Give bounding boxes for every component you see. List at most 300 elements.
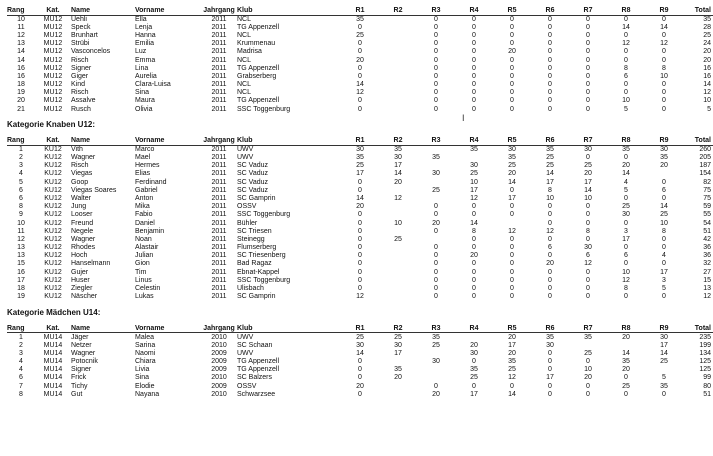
cell-r3: 0 [434,268,438,276]
cell-year: 2011 [211,178,227,186]
cell-r6: 0 [548,366,552,374]
column-header-r1: R1 [341,6,379,15]
cell-year: 2011 [211,48,227,56]
cell-total: 12 [703,89,711,97]
table-row [7,333,713,341]
cell-r1: 14 [356,81,364,89]
cell-r3: 0 [434,293,438,301]
cell-r3: 0 [434,48,438,56]
cell-rank: 11 [17,23,25,31]
cell-r4: 35 [470,366,478,374]
cell-r8: 20 [622,366,630,374]
cell-r1: 20 [356,56,364,64]
cell-r1: 35 [356,15,364,23]
column-header-r1: R1 [341,324,379,333]
cell-name: Viegas [71,170,93,178]
cell-club: OSSV [237,382,257,390]
cell-category: MU12 [43,81,63,89]
cell-r6: 0 [548,390,552,398]
cell-r1: 0 [358,64,362,72]
results-table-ku12 [7,136,713,301]
cell-rank: 1 [19,146,23,154]
cell-r2: 12 [394,194,402,202]
cell-rank: 5 [19,178,23,186]
cell-r8: 14 [622,23,630,31]
table-row [7,219,713,227]
cell-r3: 0 [434,97,438,105]
cell-club: TG Appenzell [237,97,280,105]
cell-rank: 14 [17,48,25,56]
table-row [7,31,713,39]
cell-rank: 6 [19,186,23,194]
cell-r8: 6 [624,252,628,260]
cell-r1: 0 [358,211,362,219]
cell-firstname: Maura [135,97,155,105]
cell-club: Madrisa [237,48,262,56]
cell-r9: 25 [660,211,668,219]
cell-r9: 0 [662,105,666,113]
cell-year: 2011 [211,260,227,268]
cell-r3: 0 [434,89,438,97]
cell-total: 27 [703,268,711,276]
cell-r3: 0 [434,285,438,293]
cell-r4 [455,333,493,341]
cell-category: KU12 [44,227,62,235]
cell-firstname: Ferdinand [135,178,167,186]
cell-r9: 0 [662,244,666,252]
cell-name: Strübi [71,40,90,48]
table-row [7,349,713,357]
cell-category: KU12 [44,178,62,186]
cell-r4: 0 [472,97,476,105]
cell-total: 205 [699,154,711,162]
cell-rank: 10 [17,219,25,227]
cell-firstname: Ella [135,15,147,23]
cell-year: 2011 [211,15,227,23]
cell-club: Krummenau [237,40,276,48]
column-header-rank: Rang [7,136,35,145]
cell-firstname: Mael [135,154,151,162]
results-table-mu12 [7,6,713,113]
text-cursor-icon: I [462,113,465,123]
column-header-r5: R5 [493,6,531,15]
cell-r7: 0 [586,15,590,23]
cell-r4: 30 [470,162,478,170]
column-header-name: Name [71,136,135,145]
cell-firstname: Anton [135,194,154,202]
cell-name: Rhodes [71,244,96,252]
cell-r6: 0 [548,81,552,89]
cell-category: MU14 [43,349,63,357]
cell-r2 [379,56,417,64]
cell-r6: 0 [548,285,552,293]
cell-category: MU14 [43,333,63,341]
cell-r5: 0 [510,285,514,293]
cell-r4: 0 [472,81,476,89]
cell-r8: 25 [622,382,630,390]
cell-total: 54 [703,219,711,227]
cell-year: 2011 [211,170,227,178]
cell-rank: 10 [17,15,25,23]
table-header [7,324,713,333]
cell-r3: 0 [434,72,438,80]
cell-r5: 12 [508,227,516,235]
cell-r5: 0 [510,81,514,89]
cell-r3: 0 [434,382,438,390]
column-header-r9: R9 [645,6,683,15]
cell-club: SC Triesenberg [237,252,286,260]
cell-r8: 0 [624,31,628,39]
cell-r9 [645,170,683,178]
cell-name: Wagner [71,235,96,243]
column-header-category: Kat. [35,136,71,145]
cell-r2: 35 [394,146,402,154]
cell-firstname: Emilia [135,40,155,48]
cell-r9: 4 [662,252,666,260]
cell-r8 [607,341,645,349]
cell-r7: 0 [586,97,590,105]
table-row [7,244,713,252]
cell-r1: 0 [358,72,362,80]
cell-club: TG Appenzell [237,357,280,365]
cell-rank: 2 [19,341,23,349]
cell-r8: 12 [622,40,630,48]
cell-total: 99 [703,374,711,382]
column-header-year: Jahrgang [201,136,237,145]
cell-name: Netzer [71,341,92,349]
cell-r8: 0 [624,48,628,56]
cell-r8: 4 [624,178,628,186]
cell-club: UWV [237,146,254,154]
cell-club: SSC Toggenburg [237,276,291,284]
cell-r4: 8 [472,227,476,235]
cell-year: 2009 [211,382,227,390]
cell-r9: 14 [660,349,668,357]
cell-category: KU12 [44,170,62,178]
cell-r2 [379,227,417,235]
cell-r7: 0 [586,203,590,211]
cell-club: Grabserberg [237,72,277,80]
cell-r6: 0 [548,40,552,48]
cell-r3: 0 [434,81,438,89]
cell-name: Wagner [71,349,96,357]
cell-r4: 0 [472,235,476,243]
cell-r8: 35 [622,357,630,365]
column-header-total: Total [683,6,713,15]
cell-year: 2011 [211,194,227,202]
cell-r2 [379,293,417,301]
cell-r6: 25 [546,154,554,162]
cell-year: 2011 [211,40,227,48]
cell-r6: 0 [548,293,552,301]
cell-r6: 17 [546,178,554,186]
cell-year: 2011 [211,268,227,276]
cell-r9: 20 [660,162,668,170]
cell-r5: 0 [510,72,514,80]
cell-r6: 17 [546,374,554,382]
cell-rank: 4 [19,357,23,365]
cell-r9: 14 [660,23,668,31]
cell-r6: 0 [548,56,552,64]
cell-r1: 0 [358,235,362,243]
cell-r5: 0 [510,15,514,23]
cell-club: SC Vaduz [237,178,268,186]
cell-r2: 17 [394,349,402,357]
cell-club: Ebnat-Kappel [237,268,280,276]
cell-year: 2011 [211,89,227,97]
cell-r5: 0 [510,105,514,113]
cell-r8: 0 [624,244,628,252]
section-title-knaben-u12: Kategorie Knaben U12: [7,120,96,130]
column-header-r4: R4 [455,136,493,145]
cell-year: 2011 [211,31,227,39]
cell-r3: 20 [432,390,440,398]
cell-club: SC Balzers [237,374,273,382]
cell-firstname: Sarina [135,341,156,349]
cell-r5: 12 [508,374,516,382]
cell-r4: 20 [470,341,478,349]
column-header-r3: R3 [417,6,455,15]
cell-r2 [379,64,417,72]
cell-r5 [493,219,531,227]
cell-rank: 17 [17,276,25,284]
cell-r9: 30 [660,333,668,341]
table-row [7,357,713,365]
cell-club: SC Vaduz [237,170,268,178]
column-header-r9: R9 [645,324,683,333]
cell-r6: 0 [548,15,552,23]
cell-r8: 14 [622,170,630,178]
cell-r6: 20 [546,260,554,268]
cell-firstname: Elias [135,170,151,178]
cell-r4: 0 [472,260,476,268]
cell-r9: 10 [660,72,668,80]
table-row [7,56,713,64]
column-header-r3: R3 [417,324,455,333]
cell-firstname: Elodie [135,382,155,390]
cell-r5: 0 [510,252,514,260]
cell-r4: 0 [472,211,476,219]
cell-r7 [569,341,607,349]
cell-category: KU12 [44,194,62,202]
cell-club: SC Triesen [237,227,272,235]
cell-r9: 0 [662,15,666,23]
cell-r9: 0 [662,178,666,186]
cell-rank: 12 [17,235,25,243]
cell-r7: 0 [586,31,590,39]
cell-r8: 5 [624,186,628,194]
table-row [7,211,713,219]
cell-firstname: Gabriel [135,186,158,194]
cell-r9: 3 [662,276,666,284]
cell-r4: 30 [470,349,478,357]
cell-r9: 0 [662,260,666,268]
cell-r9 [645,366,683,374]
cell-year: 2010 [211,390,227,398]
cell-r2 [379,203,417,211]
cell-r3: 30 [432,357,440,365]
table-row [7,284,713,292]
cell-rank: 21 [17,105,25,113]
cell-r3: 0 [434,227,438,235]
cell-r9: 5 [662,374,666,382]
cell-firstname: Livia [135,366,150,374]
cell-r8: 10 [622,97,630,105]
cell-r7: 30 [584,146,592,154]
cell-name: Hoch [71,252,88,260]
cell-r8: 10 [622,268,630,276]
cell-r2 [379,40,417,48]
cell-category: MU14 [43,357,63,365]
cell-name: Kind [71,81,86,89]
cell-rank: 9 [19,211,23,219]
cell-year: 2009 [211,357,227,365]
cell-category: KU12 [44,154,62,162]
cell-firstname: Linus [135,276,152,284]
cell-rank: 19 [17,89,25,97]
cell-category: MU12 [43,40,63,48]
cell-r2: 17 [394,162,402,170]
cell-r5: 20 [508,349,516,357]
table-row [7,260,713,268]
cell-rank: 16 [17,64,25,72]
cell-r2 [379,186,417,194]
cell-name: Speck [71,23,91,31]
cell-r9: 8 [662,227,666,235]
cell-r4: 0 [472,23,476,31]
cell-firstname: Lina [135,64,149,72]
cell-r5: 35 [508,154,516,162]
cell-name: Vith [71,146,83,154]
cell-r7: 20 [584,374,592,382]
cell-r5: 0 [510,276,514,284]
cell-total: 75 [703,194,711,202]
cell-r2 [379,252,417,260]
cell-r5: 20 [508,48,516,56]
cell-rank: 6 [19,374,23,382]
cell-year: 2011 [211,64,227,72]
cell-year: 2010 [211,333,227,341]
column-header-club: Klub [237,324,341,333]
column-header-name: Name [71,6,135,15]
cell-r7: 8 [586,227,590,235]
cell-r9: 12 [660,40,668,48]
cell-club: SC Gamprin [237,293,276,301]
cell-category: MU12 [43,23,63,31]
cell-r4: 0 [472,293,476,301]
cell-r6: 30 [546,341,554,349]
cell-club: Steinegg [237,235,265,243]
column-header-total: Total [683,136,713,145]
cell-firstname: Tim [135,268,147,276]
table-row [7,293,713,301]
cell-name: Vasconcelos [71,48,111,56]
cell-firstname: Hermes [135,162,160,170]
cell-r5: 20 [508,333,516,341]
cell-firstname: Olivia [135,105,153,113]
cell-club: SSC Toggenburg [237,211,291,219]
cell-total: 55 [703,211,711,219]
cell-rank: 8 [19,203,23,211]
results-document [0,6,711,456]
cell-club: Ulisbach [237,285,264,293]
cell-r8: 17 [622,235,630,243]
cell-year: 2011 [211,219,227,227]
cell-r2: 10 [394,219,402,227]
cell-rank: 13 [17,252,25,260]
cell-name: Walter [71,194,91,202]
cell-r2 [379,105,417,113]
results-table-mu14 [7,324,713,399]
cell-club: NCL [237,15,252,23]
cell-r5: 0 [510,244,514,252]
cell-r7: 25 [584,349,592,357]
cell-r7: 0 [586,23,590,31]
cell-firstname: Hanna [135,31,156,39]
cell-r2 [379,276,417,284]
cell-club: SSC Toggenburg [237,105,291,113]
cell-firstname: Marco [135,146,155,154]
cell-category: MU12 [43,72,63,80]
cell-r5: 30 [508,146,516,154]
cell-rank: 6 [19,194,23,202]
column-header-club: Klub [237,136,341,145]
cell-r8: 6 [624,72,628,80]
cell-r5: 25 [508,366,516,374]
cell-r5: 0 [510,382,514,390]
table-row [7,178,713,186]
cell-firstname: Emma [135,56,156,64]
table-row [7,227,713,235]
cell-r9: 25 [660,357,668,365]
cell-category: MU14 [43,366,63,374]
cell-total: 35 [703,15,711,23]
cell-year: 2011 [211,154,227,162]
cell-r3: 25 [432,186,440,194]
column-header-r2: R2 [379,136,417,145]
cell-r8: 0 [624,15,628,23]
cell-r8: 0 [624,194,628,202]
cell-r2 [379,81,417,89]
cell-club: Bühler [237,219,258,227]
cell-r1: 0 [358,276,362,284]
cell-year: 2011 [211,97,227,105]
cell-firstname: Daniel [135,219,155,227]
table-row [7,162,713,170]
cell-r6: 0 [548,48,552,56]
cell-year: 2011 [211,293,227,301]
cell-r7: 25 [584,162,592,170]
cell-r3: 0 [434,105,438,113]
cell-club: OSSV [237,203,257,211]
cell-r1: 0 [358,48,362,56]
cell-category: KU12 [44,211,62,219]
cell-firstname: Celestin [135,285,161,293]
cell-firstname: Chiara [135,357,156,365]
column-header-r1: R1 [341,136,379,145]
cell-r8: 0 [624,89,628,97]
cell-rank: 18 [17,81,25,89]
column-header-r9: R9 [645,136,683,145]
cell-r5: 0 [510,89,514,97]
cell-firstname: Julian [135,252,154,260]
cell-r8: 25 [622,203,630,211]
cell-r7: 30 [584,244,592,252]
cell-rank: 18 [17,285,25,293]
cell-r3: 0 [434,252,438,260]
table-row [7,15,713,23]
cell-firstname: Alastair [135,244,159,252]
